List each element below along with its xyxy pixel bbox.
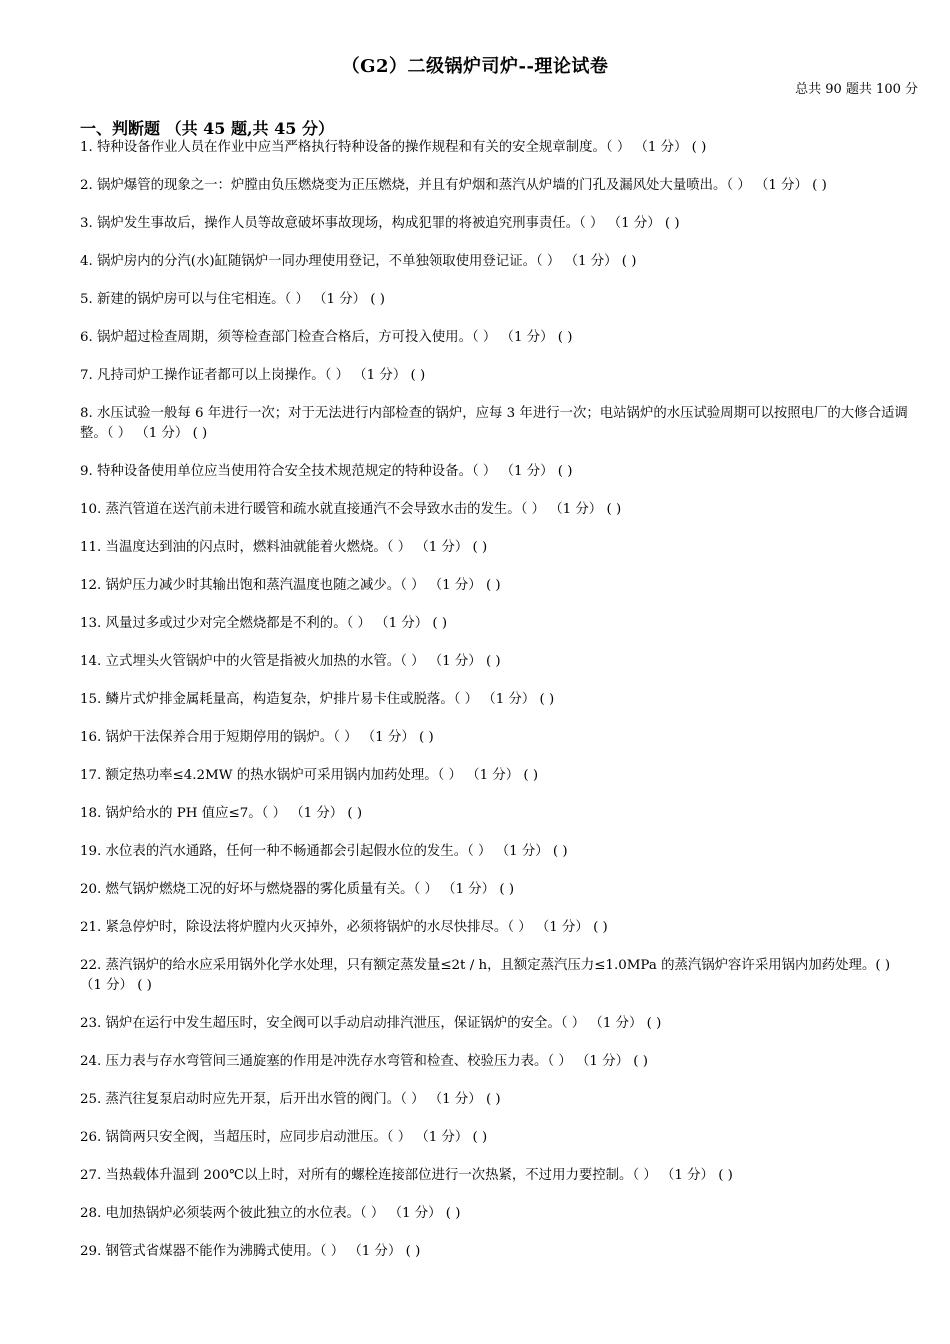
total-score-info: 总共 90 题共 100 分 (795, 82, 918, 97)
question-item: 9. 特种设备使用单位应当使用符合安全技术规范规定的特种设备。（ ） （1 分） ( ) (80, 464, 573, 479)
question-item: 11. 当温度达到油的闪点时，燃料油就能着火燃烧。（ ） （1 分） ( ) (80, 540, 488, 555)
question-item: 6. 锅炉超过检查周期，须等检查部门检查合格后，方可投入使用。（ ） （1 分） ( ) (80, 330, 573, 345)
question-item: 5. 新建的锅炉房可以与住宅相连。（ ） （1 分） ( ) (80, 292, 386, 307)
question-list (80, 138, 916, 1262)
question-item: 18. 锅炉给水的 PH 值应≤7。（ ） （1 分） ( ) (80, 806, 363, 821)
question-item: 1. 特种设备作业人员在作业中应当严格执行特种设备的操作规程和有关的安全规章制度。（ ） （1 分） ( ) (80, 140, 707, 155)
question-item: 20. 燃气锅炉燃烧工况的好坏与燃烧器的雾化质量有关。（ ） （1 分） ( ) (80, 882, 515, 897)
question-item: 3. 锅炉发生事故后，操作人员等故意破坏事故现场，构成犯罪的将被追究刑事责任。（ ） （1 分） ( ) (80, 216, 680, 231)
question-item: 25. 蒸汽往复泵启动时应先开泵，后开出水管的阀门。（ ） （1 分） ( ) (80, 1092, 501, 1107)
question-item: 12. 锅炉压力减少时其输出饱和蒸汽温度也随之减少。（ ） （1 分） ( ) (80, 578, 501, 593)
question-item: 23. 锅炉在运行中发生超压时，安全阀可以手动启动排汽泄压，保证锅炉的安全。（ ） （1 分） ( ) (80, 1016, 662, 1031)
question-item: 2. 锅炉爆管的现象之一：炉膛由负压燃烧变为正压燃烧，并且有炉烟和蒸汽从炉墙的门孔及漏风处大量喷出。（ ） （1 分） ( ) (80, 178, 827, 193)
question-item: 22. 蒸汽锅炉的给水应采用锅外化学水处理，只有额定蒸发量≤2t / h，且额定蒸汽压力≤1.0MPa 的蒸汽锅炉容许采用锅内加药处理。( ) （1 分） ( ) (80, 958, 891, 993)
question-item: 21. 紧急停炉时，除设法将炉膛内火灭掉外，必须将锅炉的水尽快排尽。（ ） （1 分） ( ) (80, 920, 608, 935)
question-item: 13. 风量过多或过少对完全燃烧都是不利的。（ ） （1 分） ( ) (80, 616, 448, 631)
section-heading: 一、判断题 （共 45 题,共 45 分） (80, 119, 334, 138)
question-item: 4. 锅炉房内的分汽(水)缸随锅炉一同办理使用登记，不单独领取使用登记证。（ ） （1 分） ( ) (80, 254, 637, 269)
question-item: 15. 鳞片式炉排金属耗量高，构造复杂，炉排片易卡住或脱落。（ ） （1 分） ( ) (80, 692, 555, 707)
question-item: 27. 当热载体升温到 200℃以上时，对所有的螺栓连接部位进行一次热紧，不过用力要控制。（ ） （1 分） ( ) (80, 1168, 733, 1183)
question-item: 7. 凡持司炉工操作证者都可以上岗操作。（ ） （1 分） ( ) (80, 368, 426, 383)
exam-title: （G2）二级锅炉司炉--理论试卷 (341, 56, 609, 77)
question-item: 17. 额定热功率≤4.2MW 的热水锅炉可采用锅内加药处理。（ ） （1 分） ( ) (80, 768, 539, 783)
question-item: 28. 电加热锅炉必须装两个彼此独立的水位表。（ ） （1 分） ( ) (80, 1206, 461, 1221)
question-item: 24. 压力表与存水弯管间三通旋塞的作用是冲洗存水弯管和检查、校验压力表。（ ） （1 分） ( ) (80, 1054, 648, 1069)
question-item: 26. 锅筒两只安全阀，当超压时，应同步启动泄压。（ ） （1 分） ( ) (80, 1130, 488, 1145)
question-item: 10. 蒸汽管道在送汽前未进行暖管和疏水就直接通汽不会导致水击的发生。（ ） （1 分） ( ) (80, 502, 622, 517)
question-item: 8. 水压试验一般每 6 年进行一次；对于无法进行内部检查的锅炉，应每 3 年进行一次；电站锅炉的水压试验周期可以按照电厂的大修合适调整。（ ） （1 分） ( ) (80, 406, 908, 441)
question-item: 16. 锅炉干法保养合用于短期停用的锅炉。（ ） （1 分） ( ) (80, 730, 434, 745)
question-item: 29. 钢管式省煤器不能作为沸腾式使用。（ ） （1 分） ( ) (80, 1244, 421, 1259)
question-item: 14. 立式埋头火管锅炉中的火管是指被火加热的水管。（ ） （1 分） ( ) (80, 654, 501, 669)
question-item: 19. 水位表的汽水通路，任何一种不畅通都会引起假水位的发生。（ ） （1 分） ( ) (80, 844, 568, 859)
